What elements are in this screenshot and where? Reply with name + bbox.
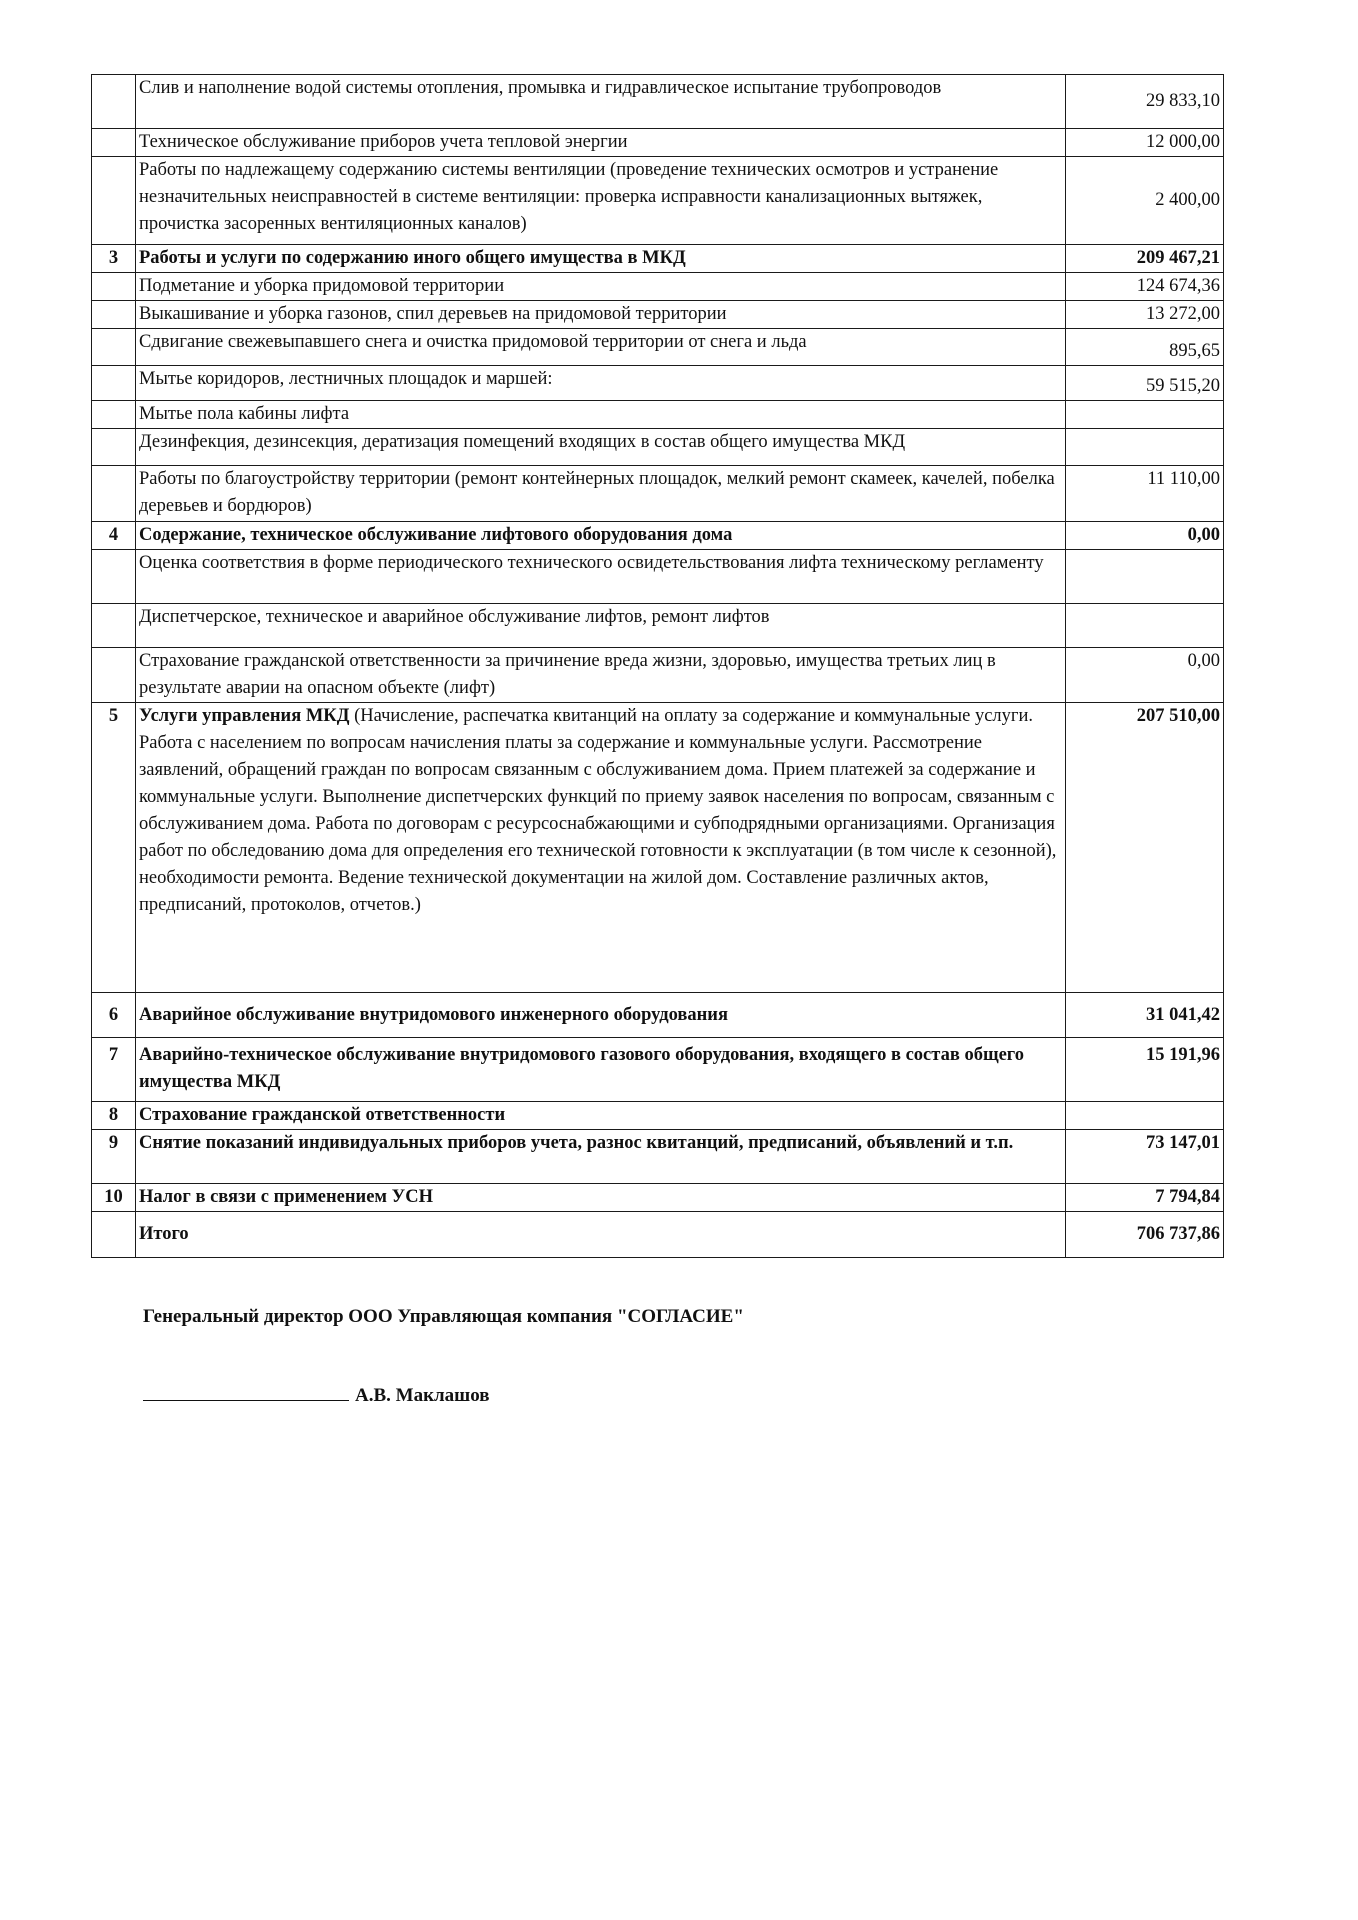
signatory-title: Генеральный директор ООО Управляющая компания "СОГЛАСИЕ" — [143, 1306, 744, 1327]
row-description — [136, 703, 1066, 993]
row-description: Содержание, техническое обслуживание лифтового оборудования дома — [136, 522, 1066, 550]
row-description: Аварийно-техническое обслуживание внутридомового газового оборудования, входящего в состав общего имущества МКД — [136, 1038, 1066, 1102]
row-amount — [1066, 550, 1224, 604]
row-amount: 0,00 — [1066, 522, 1224, 550]
row-number — [92, 648, 136, 703]
row-description: Работы по надлежащему содержанию системы вентиляции (проведение технических осмотров и устранение незначительных неисправностей в системе вентиляции: проверка исправности канализационных вытяжек, прочистка засоренных вентиляционных каналов) — [136, 157, 1066, 245]
row-number: 4 — [92, 522, 136, 550]
row-description: Техническое обслуживание приборов учета тепловой энергии — [136, 129, 1066, 157]
row-amount: 2 400,00 — [1066, 157, 1224, 245]
row-description: Мытье коридоров, лестничных площадок и маршей: — [136, 366, 1066, 401]
total-row — [92, 1212, 1224, 1258]
table-row — [92, 550, 1224, 604]
table-row — [92, 648, 1224, 703]
row-amount: 15 191,96 — [1066, 1038, 1224, 1102]
row-amount: 0,00 — [1066, 648, 1224, 703]
row-amount — [1066, 1102, 1224, 1130]
row-number: 6 — [92, 993, 136, 1038]
row-number — [92, 366, 136, 401]
row-description: Диспетчерское, техническое и аварийное обслуживание лифтов, ремонт лифтов — [136, 604, 1066, 648]
row-amount: 12 000,00 — [1066, 129, 1224, 157]
row-description: Снятие показаний индивидуальных приборов учета, разнос квитанций, предписаний, объявлений и т.п. — [136, 1130, 1066, 1184]
row-description: Мытье пола кабины лифта — [136, 401, 1066, 429]
signature-line — [143, 1382, 349, 1401]
row-amount: 11 110,00 — [1066, 466, 1224, 522]
row-amount — [1066, 604, 1224, 648]
row-amount: 7 794,84 — [1066, 1184, 1224, 1212]
row-number — [92, 429, 136, 466]
table-row — [92, 329, 1224, 366]
row-number: 7 — [92, 1038, 136, 1102]
row-number: 9 — [92, 1130, 136, 1184]
service-details: (Начисление, распечатка квитанций на оплату за содержание и коммунальные услуги. Работа с населением по вопросам начисления платы за содержание и коммунальные услуги. Рассмотрение заявлений, обращений граждан по вопросам связанным с обслуживанием дома. Прием платежей за содержание и коммунальные услуги. Выполнение диспетчерских функций по приему заявок населения по вопросам, связанным с обслуживанием дома. Работа по договорам с ресурсоснабжающими и субподрядными организациями. Организация работ по обследованию дома для определения его технической готовности к эксплуатации (в том числе к сезонной), необходимости ремонта. Ведение технической документации на жилой дом. Составление различных актов, предписаний, протоколов, отчетов.) — [139, 706, 1057, 915]
row-number: 8 — [92, 1102, 136, 1130]
row-description: Оценка соответствия в форме периодического технического освидетельствования лифта техническому регламенту — [136, 550, 1066, 604]
row-description: Выкашивание и уборка газонов, спил деревьев на придомовой территории — [136, 301, 1066, 329]
row-number — [92, 273, 136, 301]
signature-block — [143, 1382, 490, 1407]
row-description: Работы по благоустройству территории (ремонт контейнерных площадок, мелкий ремонт скамеек, качелей, побелка деревьев и бордюров) — [136, 466, 1066, 522]
row-number — [92, 604, 136, 648]
row-amount: 73 147,01 — [1066, 1130, 1224, 1184]
table-row — [92, 301, 1224, 329]
table-row — [92, 429, 1224, 466]
row-number — [92, 550, 136, 604]
table-row — [92, 466, 1224, 522]
row-amount — [1066, 429, 1224, 466]
section-row — [92, 245, 1224, 273]
row-number: 5 — [92, 703, 136, 993]
row-number — [92, 129, 136, 157]
section-row — [92, 1038, 1224, 1102]
table-row — [92, 157, 1224, 245]
row-number — [92, 466, 136, 522]
row-description: Страхование гражданской ответственности — [136, 1102, 1066, 1130]
row-number — [92, 329, 136, 366]
row-description: Налог в связи с применением УСН — [136, 1184, 1066, 1212]
table-row — [92, 273, 1224, 301]
row-description: Страхование гражданской ответственности за причинение вреда жизни, здоровью, имущества третьих лиц в результате аварии на опасном объекте (лифт) — [136, 648, 1066, 703]
section-row — [92, 993, 1224, 1038]
row-description: Слив и наполнение водой системы отопления, промывка и гидравлическое испытание трубопроводов — [136, 75, 1066, 129]
table-row — [92, 401, 1224, 429]
row-amount — [1066, 401, 1224, 429]
cost-table — [91, 74, 1224, 1258]
total-label: Итого — [136, 1212, 1066, 1258]
row-description: Дезинфекция, дезинсекция, дератизация помещений входящих в состав общего имущества МКД — [136, 429, 1066, 466]
row-number: 3 — [92, 245, 136, 273]
row-number — [92, 157, 136, 245]
section-row — [92, 703, 1224, 993]
row-amount: 124 674,36 — [1066, 273, 1224, 301]
row-number — [92, 75, 136, 129]
section-row — [92, 522, 1224, 550]
section-row — [92, 1130, 1224, 1184]
row-amount: 31 041,42 — [1066, 993, 1224, 1038]
table-row — [92, 75, 1224, 129]
row-description: Работы и услуги по содержанию иного общего имущества в МКД — [136, 245, 1066, 273]
row-description: Сдвигание свежевыпавшего снега и очистка придомовой территории от снега и льда — [136, 329, 1066, 366]
table-row — [92, 129, 1224, 157]
section-row — [92, 1102, 1224, 1130]
table-row — [92, 366, 1224, 401]
row-number: 10 — [92, 1184, 136, 1212]
row-amount: 59 515,20 — [1066, 366, 1224, 401]
row-amount: 207 510,00 — [1066, 703, 1224, 993]
section-row — [92, 1184, 1224, 1212]
row-amount: 895,65 — [1066, 329, 1224, 366]
row-description: Подметание и уборка придомовой территории — [136, 273, 1066, 301]
total-amount: 706 737,86 — [1066, 1212, 1224, 1258]
service-title: Услуги управления МКД — [139, 706, 350, 726]
row-description: Аварийное обслуживание внутридомового инженерного оборудования — [136, 993, 1066, 1038]
row-amount: 29 833,10 — [1066, 75, 1224, 129]
row-number — [92, 401, 136, 429]
table-row — [92, 604, 1224, 648]
row-amount: 209 467,21 — [1066, 245, 1224, 273]
row-number — [92, 301, 136, 329]
signatory-name: А.В. Маклашов — [355, 1385, 490, 1406]
row-amount: 13 272,00 — [1066, 301, 1224, 329]
row-number — [92, 1212, 136, 1258]
